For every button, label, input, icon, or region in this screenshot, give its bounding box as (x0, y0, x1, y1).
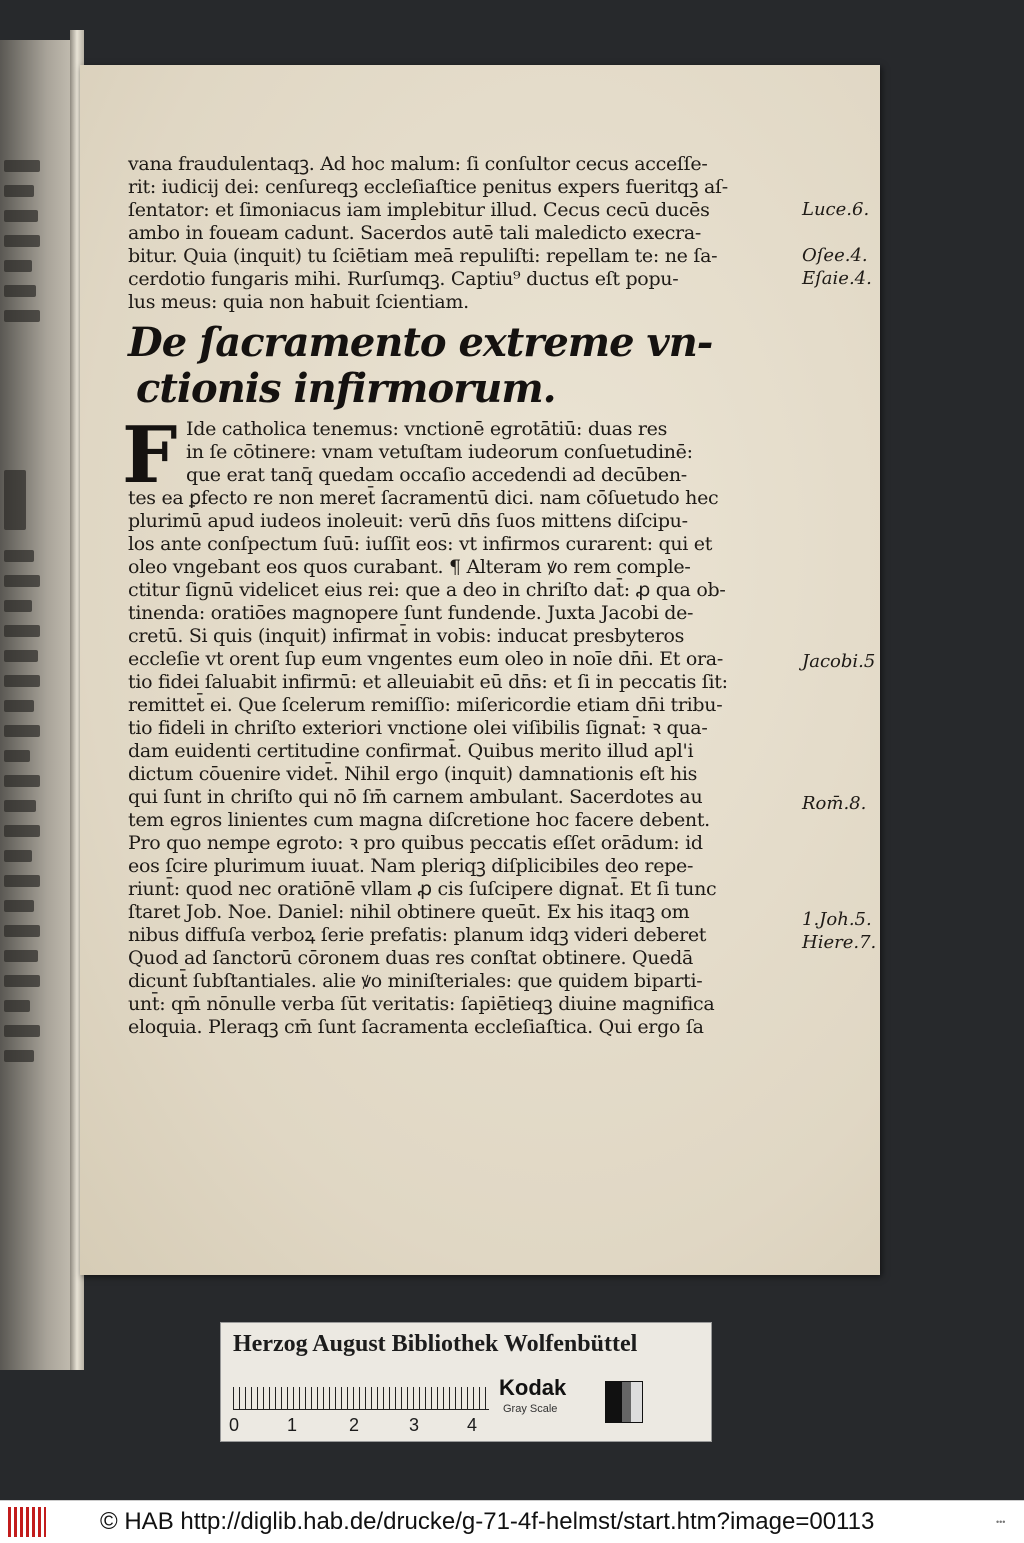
text-line: oleo vngebant eos quos curabant. ¶ Alteram ꝟo rem comple- (128, 556, 691, 578)
heading-line: De ſacramento extreme vn- (128, 319, 713, 366)
text-line: eccleſie vt orent ſup eum vngentes eum oleo in noīe dn̄i. Et ora- (128, 648, 723, 670)
left-page-edge (0, 40, 78, 1370)
text-line: nibus diffuſa verboꝝ ſerie prefatis: planum idqꝫ videri deberet (128, 924, 707, 946)
drop-initial-letter: F (122, 410, 178, 501)
margin-note: Rom̄.8. (802, 793, 867, 814)
text-line: tem egros linientes cum magna diſcretione hoc facere debent. (128, 809, 710, 831)
text-line: eloquia. Pleraqꝫ cm̄ ſunt ſacramenta eccleſiaſtica. Qui ergo ſa (128, 1016, 704, 1038)
text-lines-after (128, 487, 768, 1039)
gray-scale-label: Gray Scale (503, 1403, 558, 1415)
footer-dots: ••• (996, 1517, 1006, 1527)
text-line: cretū. Si quis (inquit) infirmat̄ in vobis: inducat presbyteros (128, 625, 685, 647)
margin-note: Luce.6. (802, 199, 870, 220)
text-lines-before (128, 153, 768, 314)
text-line: los ante conſpectum ſuū: iuſſit eos: vt infirmos curarent: qui et (128, 533, 713, 555)
text-line: plurimū apud iudeos inoleuit: verū dn̄s ſuos mittens diſcipu- (128, 510, 688, 532)
text-line: cerdotio fungaris mihi. Rurſumqꝫ. Captiu⁹ ductus eſt popu- (128, 268, 679, 290)
margin-note: Hiere.7. (802, 932, 877, 953)
text-line: ctitur ſignū videlicet eius rei: que a deo in chriſto dat̄: ꝓ qua ob- (128, 579, 726, 601)
text-block (122, 153, 877, 1039)
ruler-number: 1 (287, 1415, 298, 1435)
text-line: tio fidei ſaluabit infirmū: et alleuiabit eū dn̄s: et ſi in peccatis ſit: (128, 671, 728, 693)
text-line: ambo in foueam cadunt. Sacerdos autē tali maledicto execra- (128, 222, 701, 244)
ruler-scale (233, 1373, 489, 1410)
ruler-number: 0 (229, 1415, 240, 1435)
ruler-number: 4 (467, 1415, 478, 1435)
text-line: tinenda: oratiōes magnopere ſunt fundende. Juxta Jacobi de- (128, 602, 694, 624)
text-line: dictum cōuenire videt̄. Nihil ergo (inquit) damnationis eſt his (128, 763, 698, 785)
text-line: in ſe cōtinere: vnam vetuſtam iudeorum conſuetudinē: (186, 441, 693, 463)
margin-note: Jacobi.5 (802, 651, 876, 672)
text-line: qui ſunt in chriſto qui nō ſm̄ carnem ambulant. Sacerdotes au (128, 786, 703, 808)
ruler-number: 3 (409, 1415, 420, 1435)
text-line: dam euidenti certitudine confirmat̄. Quibus merito illud apl'i (128, 740, 694, 762)
kodak-brand: Kodak (499, 1375, 567, 1400)
printed-page (80, 65, 880, 1275)
margin-note: 1.Joh.5. (802, 909, 872, 930)
text-line: ſtaret Job. Noe. Daniel: nihil obtinere queūt. Ex his itaqꝫ om (128, 901, 690, 923)
footer-url[interactable]: © HAB http://diglib.hab.de/drucke/g-71-4f-helmst/start.htm?image=00113 (100, 1508, 875, 1535)
text-line: tes ea ꝑfecto re non meret̄ ſacramentū dici. nam cōſuetudo hec (128, 487, 719, 509)
text-line: Quod ad ſanctorū cōronem duas res conſtat obtinere. Quedā (128, 947, 694, 969)
section-heading (128, 320, 768, 412)
text-line: bitur. Quia (inquit) tu ſciētiam meā repuliſti: repellam te: ne ſa- (128, 245, 718, 267)
text-line: eos ſcire plurimum iuuat. Nam pleriqꝫ diſplicibiles deo repe- (128, 855, 694, 877)
margin-note: Eſaie.4. (802, 268, 872, 289)
margin-note: Oſee.4. (802, 245, 868, 266)
library-name: Herzog August Bibliothek Wolfenbüttel (233, 1331, 638, 1357)
text-line: dicunt̄ ſubſtantiales. alie ꝟo miniſteriales: que quidem biparti- (128, 970, 703, 992)
text-line: remittet̄ ei. Que ſcelerum remiſſio: miſericordie etiam dn̄i tribu- (128, 694, 723, 716)
text-line: ſentator: et ſimoniacus iam implebitur illud. Cecus cecū ducēs (128, 199, 710, 221)
text-line: que erat tanq̄ quedam occaſio accedendi ad decūben- (186, 464, 687, 486)
text-line: Pro quo nempe egroto: ꝛ pro quibus peccatis eſſet orādum: id (128, 832, 703, 854)
text-line: riunt̄: quod nec oratiōnē vllam ꝓ cis ſuſcipere dignat̄. Et ſi tunc (128, 878, 717, 900)
text-line: vana fraudulentaqꝫ. Ad hoc malum: ſi conſultor cecus acceſſe- (128, 153, 708, 175)
text-line: rit: iudicij dei: cenſureqꝫ eccleſiaſtice penitus expers fueritqꝫ aſ- (128, 176, 728, 198)
gray-scale-swatch (605, 1381, 643, 1423)
library-label (220, 1322, 712, 1442)
ruler-number: 2 (349, 1415, 360, 1435)
text-line: Ide catholica tenemus: vnctionē egrotātiū: duas res (186, 418, 668, 440)
footer-bar (0, 1500, 1024, 1543)
barcode-icon (8, 1507, 46, 1537)
text-line: tio fideli in chriſto exteriori vnctione olei viſibilis ſignat̄: ꝛ qua- (128, 717, 708, 739)
text-line: unt̄: qm̄ nōnulle verba ſūt veritatis: ſapiētieqꝫ diuine magnifica (128, 993, 715, 1015)
heading-line: ctionis infirmorum. (136, 365, 556, 412)
text-line: lus meus: quia non habuit ſcientiam. (128, 291, 469, 313)
